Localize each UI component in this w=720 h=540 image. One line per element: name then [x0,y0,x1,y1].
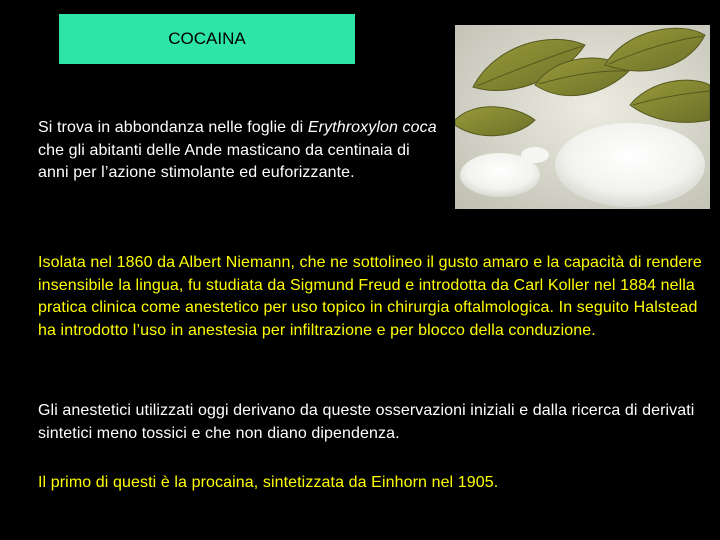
paragraph1-start: Si trova in abbondanza nelle foglie di [38,119,308,136]
paragraph1-end: che gli abitanti delle Ande masticano da centinaia di anni per l’azione stimolante ed euforizzante. [38,141,410,181]
coca-leaves-and-powder-photo [455,25,710,209]
slide-title: COCAINA [168,29,246,48]
paragraph-history: Isolata nel 1860 da Albert Niemann, che ne sottolineo il gusto amaro e la capacità di rendere insensibile la lingua, fu studiata da Sigmund Freud e introdotta da Carl Koller nel 1884 nella pratica clinica come anestetico per uso topico in chirurgia oftalmologica. In seguito Halstead ha introdotto l’uso in anestesia per infiltrazione e per blocco della conduzione. [38,254,702,339]
title-box [59,14,355,64]
species-name: Erythroxylon coca [307,119,437,136]
paragraph-coca-leaves [38,117,443,185]
paragraph-modern-anesthetics: Gli anestetici utilizzati oggi derivano da queste osservazioni iniziali e dalla ricerca di derivati sintetici meno tossici e che non diano dipendenza. [38,402,695,442]
paragraph-procaine: Il primo di questi è la procaina, sintetizzata da Einhorn nel 1905. [38,474,499,491]
